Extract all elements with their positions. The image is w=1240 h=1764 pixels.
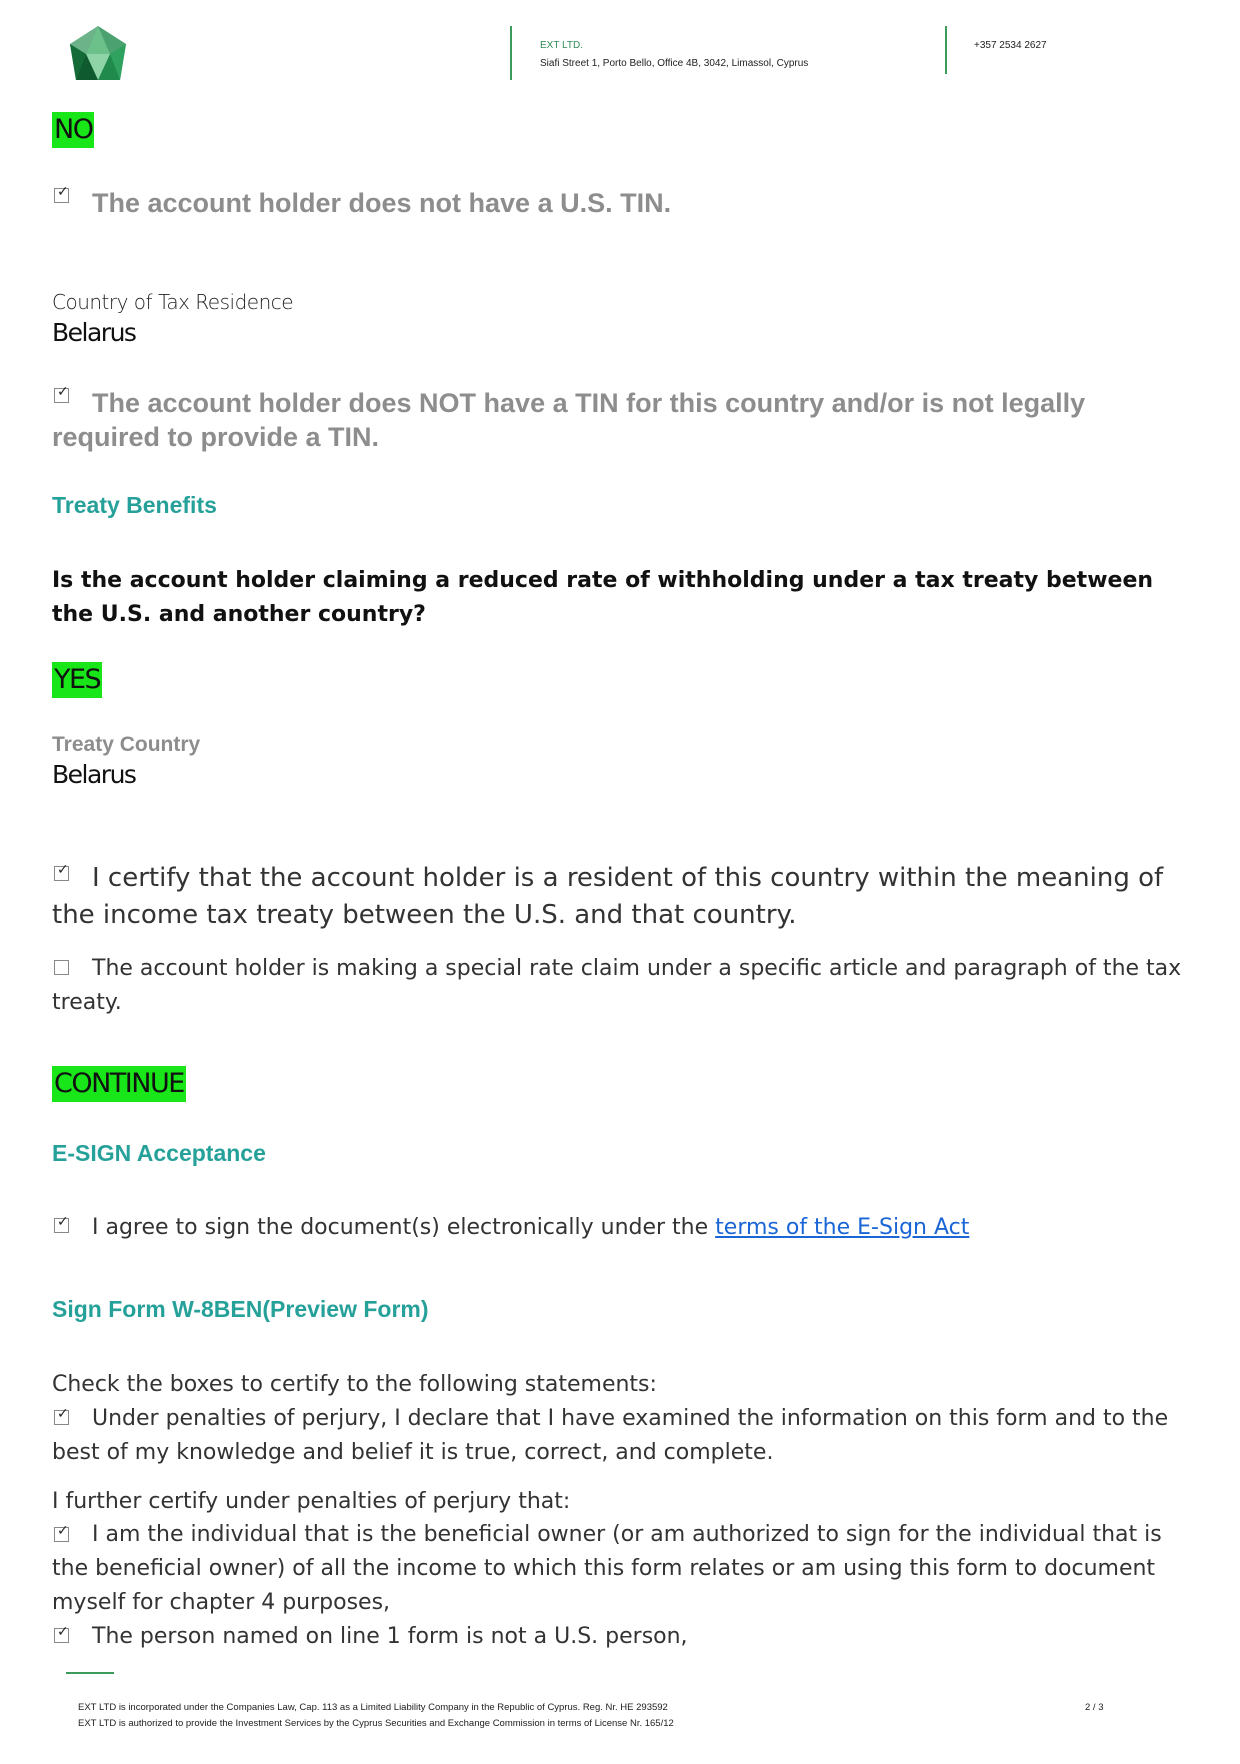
beneficial-owner-statement xyxy=(52,1518,1182,1620)
perjury-statement xyxy=(52,1402,1182,1470)
esign-agree-text: I agree to sign the document(s) electronically under the xyxy=(92,1215,716,1240)
checked-checkbox-icon[interactable]: ✓ xyxy=(54,188,69,203)
treaty-country-label: Treaty Country xyxy=(52,733,201,756)
footer-page-number: 2 / 3 xyxy=(1085,1702,1104,1713)
header-phone: +357 2534 2627 xyxy=(974,40,1047,51)
perjury-text: Under penalties of perjury, I declare that I have examined the information on this form and to the best of my knowledge and belief it is true, correct, and complete. xyxy=(52,1406,1169,1465)
no-country-tin-text: The account holder does NOT have a TIN for this country and/or is not legally required to provide a TIN. xyxy=(52,388,1086,452)
sign-form-title: Sign Form W-8BEN(Preview Form) xyxy=(52,1296,429,1322)
treaty-question: Is the account holder claiming a reduced rate of withholding under a tax treaty between the U.S. and another country? xyxy=(52,568,1154,627)
continue-button[interactable]: CONTINUE xyxy=(52,1066,186,1102)
checked-checkbox-icon[interactable]: ✓ xyxy=(54,1527,69,1542)
certify-resident-text: I certify that the account holder is a resident of this country within the meaning of the income tax treaty between the U.S. and that country. xyxy=(52,863,1164,930)
not-us-person-text: The person named on line 1 form is not a U.S. person, xyxy=(92,1624,688,1649)
certify-resident-statement xyxy=(52,860,1182,934)
sign-form-intro: Check the boxes to certify to the following statements: xyxy=(52,1372,657,1397)
footer-legal-line1: EXT LTD is incorporated under the Companies Law, Cap. 113 as a Limited Liability Company in the Republic of Cyprus. Reg. Nr. HE 293592 xyxy=(78,1702,668,1713)
special-rate-text: The account holder is making a special rate claim under a specific article and paragraph of the tax treaty. xyxy=(52,956,1182,1015)
treaty-country-value: Belarus xyxy=(52,760,136,789)
esign-agree-statement xyxy=(92,1211,1172,1245)
header-address: Siafi Street 1, Porto Bello, Office 4B, 3042, Limassol, Cyprus xyxy=(540,58,809,69)
footer-legal-line2: EXT LTD is authorized to provide the Investment Services by the Cyprus Securities and Exchange Commission in terms of License Nr. 165/12 xyxy=(78,1718,674,1729)
no-country-tin-label xyxy=(52,386,1112,454)
checked-checkbox-icon[interactable]: ✓ xyxy=(54,1628,69,1643)
treaty-benefits-title: Treaty Benefits xyxy=(52,492,217,518)
special-rate-statement xyxy=(52,952,1182,1020)
no-us-tin-label: The account holder does not have a U.S. TIN. xyxy=(92,188,672,218)
footer-divider xyxy=(66,1672,114,1674)
header-company: EXT LTD. xyxy=(540,40,583,51)
company-logo xyxy=(66,24,130,90)
not-us-person-statement xyxy=(92,1620,1172,1654)
further-certify-label: I further certify under penalties of perjury that: xyxy=(52,1489,571,1514)
header-divider xyxy=(510,26,512,80)
tax-residence-value: Belarus xyxy=(52,318,136,347)
checked-checkbox-icon[interactable]: ✓ xyxy=(54,1218,69,1233)
checked-checkbox-icon[interactable]: ✓ xyxy=(54,866,69,881)
tax-residence-label: Country of Tax Residence xyxy=(52,290,294,314)
treaty-answer-badge: YES xyxy=(52,662,102,698)
beneficial-owner-text: I am the individual that is the beneficial owner (or am authorized to sign for the individual that is the beneficial owner) of all the income to which this form relates or am using this form to document myself for chapter 4 purposes, xyxy=(52,1522,1162,1615)
us-tin-answer-badge: NO xyxy=(52,112,94,148)
ext-logo-icon xyxy=(66,24,130,90)
checked-checkbox-icon[interactable]: ✓ xyxy=(54,1410,69,1425)
esign-act-link[interactable]: terms of the E-Sign Act xyxy=(715,1215,970,1240)
esign-title: E-SIGN Acceptance xyxy=(52,1140,266,1166)
checked-checkbox-icon[interactable]: ✓ xyxy=(54,388,69,403)
header-divider xyxy=(945,26,947,74)
